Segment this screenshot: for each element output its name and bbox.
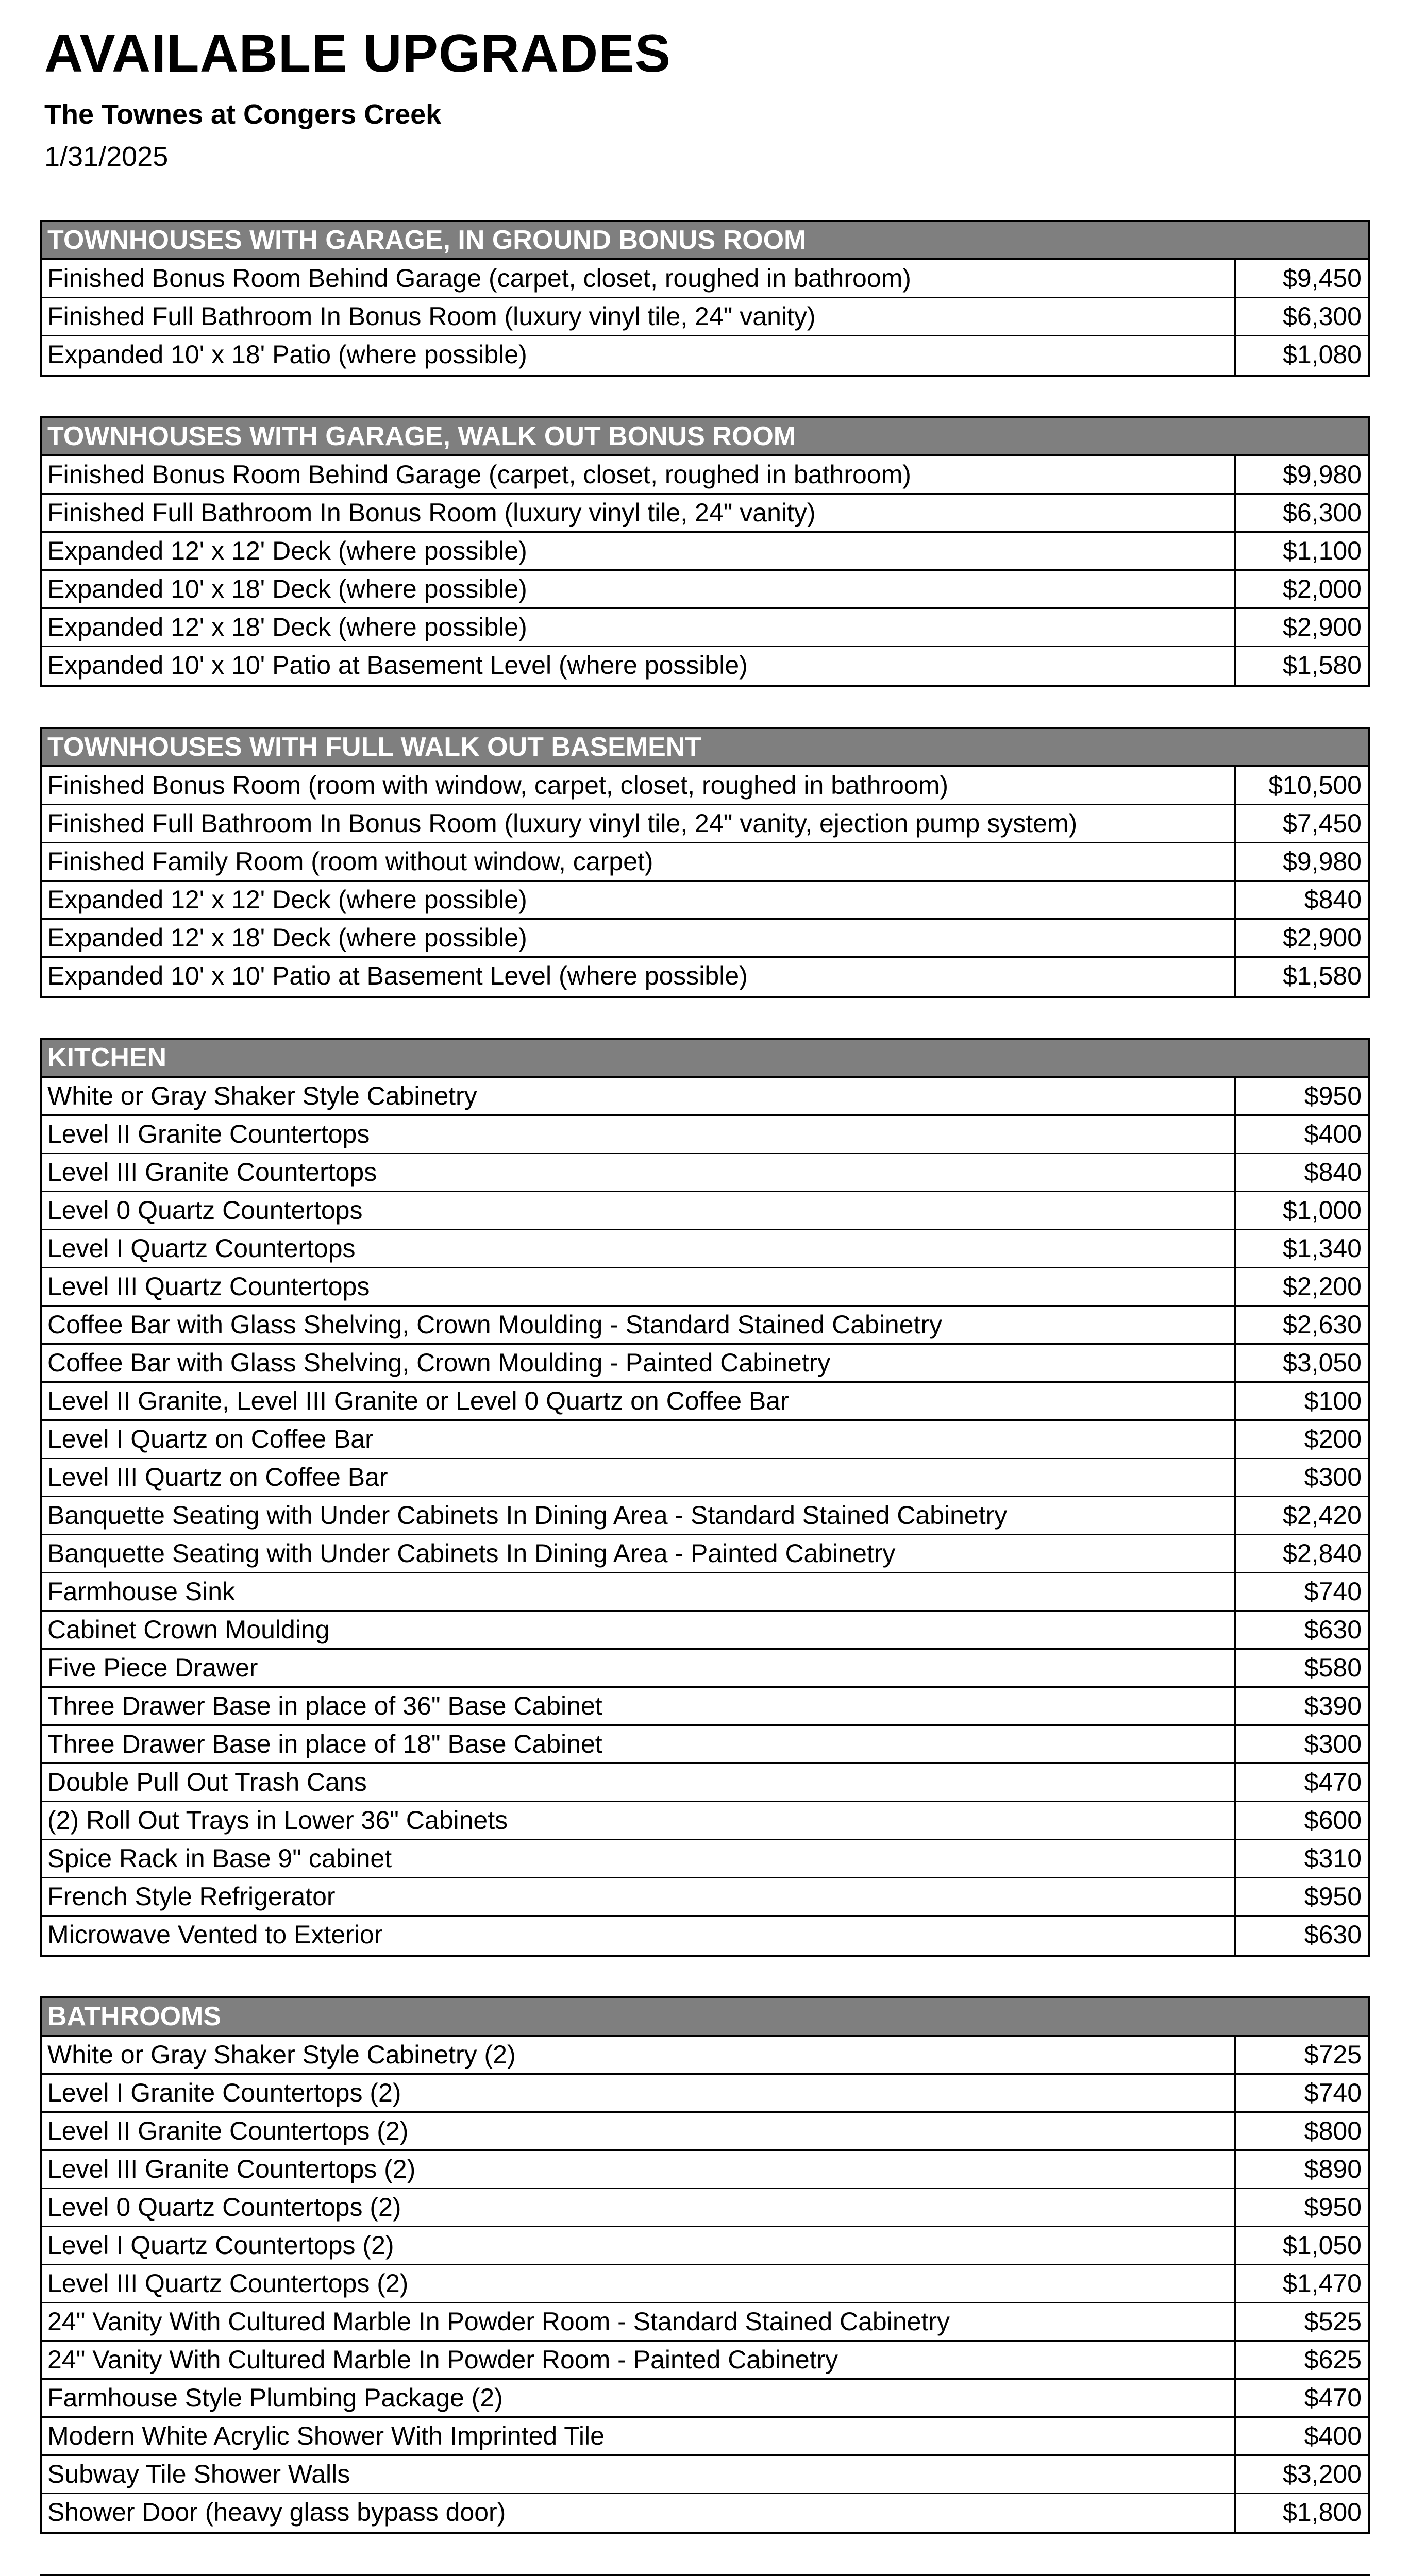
upgrade-price: $800 xyxy=(1234,2113,1368,2149)
upgrade-description: Cabinet Crown Moulding xyxy=(47,1615,330,1644)
upgrade-description: Three Drawer Base in place of 18" Base Cabinet xyxy=(47,1730,602,1758)
upgrade-description: Level I Granite Countertops (2) xyxy=(47,2078,401,2107)
upgrade-price: $2,630 xyxy=(1234,1307,1368,1343)
upgrade-description: White or Gray Shaker Style Cabinetry xyxy=(47,1081,477,1110)
community-name: The Townes at Congers Creek xyxy=(44,99,442,130)
upgrade-price: $630 xyxy=(1234,1917,1368,1955)
upgrade-description: Five Piece Drawer xyxy=(47,1653,258,1682)
section-header: BATHROOMS xyxy=(42,1998,1368,2037)
upgrade-price: $400 xyxy=(1234,1116,1368,1153)
upgrade-price: $200 xyxy=(1234,1421,1368,1458)
upgrade-description: Expanded 12' x 18' Deck (where possible) xyxy=(47,613,527,641)
upgrade-row xyxy=(42,1650,1368,1688)
upgrade-price: $6,300 xyxy=(1234,298,1368,335)
upgrade-row xyxy=(42,882,1368,920)
upgrade-row xyxy=(42,1345,1368,1383)
upgrade-description: Level II Granite Countertops (2) xyxy=(47,2116,409,2145)
upgrade-row xyxy=(42,647,1368,685)
upgrade-price: $840 xyxy=(1234,1154,1368,1191)
upgrade-row xyxy=(42,571,1368,609)
section-flooring xyxy=(40,2574,1370,2576)
upgrade-sections xyxy=(40,220,1370,2576)
upgrade-description: Level 0 Quartz Countertops (2) xyxy=(47,2193,401,2222)
upgrade-description: Expanded 10' x 18' Deck (where possible) xyxy=(47,574,527,603)
upgrade-description: White or Gray Shaker Style Cabinetry (2) xyxy=(47,2040,516,2069)
upgrade-description: Finished Bonus Room Behind Garage (carpet, closet, roughed in bathroom) xyxy=(47,460,911,489)
upgrade-row xyxy=(42,2342,1368,2380)
upgrade-description: 24" Vanity With Cultured Marble In Powder Room - Painted Cabinetry xyxy=(47,2345,838,2374)
upgrade-price: $9,450 xyxy=(1234,260,1368,297)
upgrade-description: Finished Family Room (room without window, carpet) xyxy=(47,847,653,876)
upgrade-description: Modern White Acrylic Shower With Imprinted Tile xyxy=(47,2421,605,2450)
upgrade-row xyxy=(42,2113,1368,2151)
document-title: AVAILABLE UPGRADES xyxy=(44,24,671,83)
upgrade-row xyxy=(42,843,1368,882)
upgrade-row xyxy=(42,2456,1368,2494)
upgrade-description: Level I Quartz on Coffee Bar xyxy=(47,1425,374,1453)
upgrade-price: $950 xyxy=(1234,2189,1368,2226)
upgrade-row xyxy=(42,1268,1368,1307)
upgrade-price: $1,470 xyxy=(1234,2265,1368,2302)
upgrade-price: $310 xyxy=(1234,1840,1368,1877)
upgrade-row xyxy=(42,1535,1368,1573)
upgrade-description: Level I Quartz Countertops (2) xyxy=(47,2231,394,2260)
upgrade-price: $1,340 xyxy=(1234,1230,1368,1267)
upgrade-price: $2,420 xyxy=(1234,1497,1368,1534)
upgrade-row xyxy=(42,1688,1368,1726)
upgrade-description: Farmhouse Style Plumbing Package (2) xyxy=(47,2383,503,2412)
upgrade-price: $2,200 xyxy=(1234,1268,1368,1305)
upgrade-description: Finished Full Bathroom In Bonus Room (luxury vinyl tile, 24" vanity) xyxy=(47,498,816,527)
upgrade-row xyxy=(42,1421,1368,1459)
upgrade-description: Level I Quartz Countertops xyxy=(47,1234,356,1263)
upgrade-row xyxy=(42,1878,1368,1917)
upgrade-row xyxy=(42,1383,1368,1421)
upgrade-row xyxy=(42,2227,1368,2265)
upgrade-price: $9,980 xyxy=(1234,456,1368,493)
upgrade-description: Finished Bonus Room Behind Garage (carpet, closet, roughed in bathroom) xyxy=(47,264,911,293)
upgrade-description: Double Pull Out Trash Cans xyxy=(47,1768,367,1797)
upgrade-row xyxy=(42,1497,1368,1535)
upgrade-row xyxy=(42,336,1368,375)
upgrade-description: Microwave Vented to Exterior xyxy=(47,1920,383,1949)
upgrade-description: Level 0 Quartz Countertops xyxy=(47,1196,363,1225)
upgrade-description: Coffee Bar with Glass Shelving, Crown Moulding - Painted Cabinetry xyxy=(47,1348,831,1377)
upgrade-row xyxy=(42,1917,1368,1955)
upgrade-row xyxy=(42,2494,1368,2532)
upgrade-price: $580 xyxy=(1234,1650,1368,1686)
upgrade-price: $7,450 xyxy=(1234,805,1368,842)
upgrade-price: $950 xyxy=(1234,1878,1368,1915)
upgrade-description: Shower Door (heavy glass bypass door) xyxy=(47,2498,506,2527)
upgrade-row xyxy=(42,2189,1368,2227)
upgrade-row xyxy=(42,767,1368,805)
upgrade-price: $3,050 xyxy=(1234,1345,1368,1381)
upgrade-description: Level III Quartz on Coffee Bar xyxy=(47,1463,388,1492)
upgrade-row xyxy=(42,260,1368,298)
upgrade-row xyxy=(42,1459,1368,1497)
upgrade-description: Expanded 12' x 12' Deck (where possible) xyxy=(47,885,527,914)
upgrade-description: Coffee Bar with Glass Shelving, Crown Moulding - Standard Stained Cabinetry xyxy=(47,1310,943,1339)
upgrade-description: Expanded 10' x 18' Patio (where possible) xyxy=(47,340,527,369)
upgrade-row xyxy=(42,920,1368,958)
section-bathrooms xyxy=(40,1996,1370,2534)
upgrade-description: Finished Full Bathroom In Bonus Room (luxury vinyl tile, 24" vanity) xyxy=(47,302,816,331)
upgrade-price: $1,580 xyxy=(1234,958,1368,996)
upgrade-description: Level III Granite Countertops (2) xyxy=(47,2155,416,2183)
upgrade-description: Expanded 10' x 10' Patio at Basement Level (where possible) xyxy=(47,651,748,680)
document-date: 1/31/2025 xyxy=(44,141,169,172)
upgrade-price: $740 xyxy=(1234,2075,1368,2111)
upgrade-price: $400 xyxy=(1234,2418,1368,2454)
upgrade-price: $390 xyxy=(1234,1688,1368,1724)
upgrade-price: $1,080 xyxy=(1234,336,1368,375)
upgrade-row xyxy=(42,2037,1368,2075)
upgrade-row xyxy=(42,1612,1368,1650)
upgrade-price: $470 xyxy=(1234,1764,1368,1801)
upgrade-price: $6,300 xyxy=(1234,495,1368,531)
upgrade-price: $525 xyxy=(1234,2303,1368,2340)
upgrade-price: $600 xyxy=(1234,1802,1368,1839)
upgrade-row xyxy=(42,805,1368,843)
upgrade-row xyxy=(42,495,1368,533)
upgrade-row xyxy=(42,2380,1368,2418)
upgrade-row xyxy=(42,1764,1368,1802)
upgrade-row xyxy=(42,1840,1368,1878)
upgrade-price: $100 xyxy=(1234,1383,1368,1419)
upgrade-row xyxy=(42,2075,1368,2113)
upgrade-price: $10,500 xyxy=(1234,767,1368,804)
upgrade-price: $890 xyxy=(1234,2151,1368,2188)
upgrade-price: $470 xyxy=(1234,2380,1368,2416)
upgrade-row xyxy=(42,533,1368,571)
upgrade-description: Expanded 12' x 18' Deck (where possible) xyxy=(47,923,527,952)
upgrade-row xyxy=(42,1154,1368,1192)
upgrade-price: $2,900 xyxy=(1234,920,1368,956)
upgrade-description: Three Drawer Base in place of 36" Base Cabinet xyxy=(47,1691,602,1720)
upgrade-description: Expanded 10' x 10' Patio at Basement Level (where possible) xyxy=(47,961,748,990)
section-header: TOWNHOUSES WITH FULL WALK OUT BASEMENT xyxy=(42,729,1368,767)
upgrade-row xyxy=(42,609,1368,647)
upgrade-row xyxy=(42,2303,1368,2342)
upgrade-price: $740 xyxy=(1234,1573,1368,1610)
upgrade-description: Finished Bonus Room (room with window, carpet, closet, roughed in bathroom) xyxy=(47,771,949,800)
upgrade-row xyxy=(42,1802,1368,1840)
upgrade-price: $3,200 xyxy=(1234,2456,1368,2493)
upgrade-price: $1,800 xyxy=(1234,2494,1368,2532)
upgrade-price: $630 xyxy=(1234,1612,1368,1648)
upgrade-price: $1,100 xyxy=(1234,533,1368,569)
section-kitchen xyxy=(40,1038,1370,1957)
upgrade-row xyxy=(42,2418,1368,2456)
section-townhouses-garage-in-ground-bonus-room xyxy=(40,220,1370,377)
upgrade-description: French Style Refrigerator xyxy=(47,1882,336,1911)
upgrade-description: Expanded 12' x 12' Deck (where possible) xyxy=(47,536,527,565)
upgrade-description: Level III Granite Countertops xyxy=(47,1158,377,1187)
upgrade-description: Banquette Seating with Under Cabinets In Dining Area - Standard Stained Cabinetry xyxy=(47,1501,1008,1530)
upgrade-price: $300 xyxy=(1234,1726,1368,1762)
upgrade-price: $725 xyxy=(1234,2037,1368,2073)
upgrade-price: $2,840 xyxy=(1234,1535,1368,1572)
upgrade-row xyxy=(42,456,1368,495)
upgrade-row xyxy=(42,1116,1368,1154)
section-townhouses-full-walk-out-basement xyxy=(40,727,1370,998)
section-header: TOWNHOUSES WITH GARAGE, WALK OUT BONUS ROOM xyxy=(42,418,1368,456)
upgrade-price: $1,580 xyxy=(1234,647,1368,685)
upgrade-description: Level III Quartz Countertops (2) xyxy=(47,2269,409,2298)
upgrade-price: $625 xyxy=(1234,2342,1368,2378)
upgrade-price: $300 xyxy=(1234,1459,1368,1496)
upgrade-row xyxy=(42,2265,1368,2303)
upgrade-price: $9,980 xyxy=(1234,843,1368,880)
upgrade-description: Farmhouse Sink xyxy=(47,1577,236,1606)
upgrade-price: $950 xyxy=(1234,1078,1368,1114)
upgrade-row xyxy=(42,2151,1368,2189)
upgrade-description: Level III Quartz Countertops xyxy=(47,1272,370,1301)
upgrade-description: 24" Vanity With Cultured Marble In Powder Room - Standard Stained Cabinetry xyxy=(47,2307,950,2336)
upgrade-description: Banquette Seating with Under Cabinets In Dining Area - Painted Cabinetry xyxy=(47,1539,896,1568)
upgrade-description: Level II Granite Countertops xyxy=(47,1120,370,1148)
upgrade-row xyxy=(42,1230,1368,1268)
section-townhouses-garage-walk-out-bonus-room xyxy=(40,416,1370,687)
upgrade-price: $2,900 xyxy=(1234,609,1368,646)
upgrade-row xyxy=(42,1573,1368,1612)
upgrade-description: (2) Roll Out Trays in Lower 36" Cabinets xyxy=(47,1806,508,1835)
upgrade-row xyxy=(42,1726,1368,1764)
upgrade-description: Spice Rack in Base 9" cabinet xyxy=(47,1844,392,1873)
upgrade-row xyxy=(42,1307,1368,1345)
upgrade-price: $2,000 xyxy=(1234,571,1368,607)
upgrade-row xyxy=(42,1078,1368,1116)
upgrade-price: $1,050 xyxy=(1234,2227,1368,2264)
section-header: KITCHEN xyxy=(42,1040,1368,1078)
upgrade-description: Finished Full Bathroom In Bonus Room (luxury vinyl tile, 24" vanity, ejection pump system) xyxy=(47,809,1078,838)
upgrade-row xyxy=(42,1192,1368,1230)
section-header: TOWNHOUSES WITH GARAGE, IN GROUND BONUS ROOM xyxy=(42,222,1368,260)
upgrade-description: Level II Granite, Level III Granite or Level 0 Quartz on Coffee Bar xyxy=(47,1386,789,1415)
upgrade-row xyxy=(42,298,1368,336)
upgrade-price: $840 xyxy=(1234,882,1368,918)
upgrade-description: Subway Tile Shower Walls xyxy=(47,2460,350,2488)
upgrade-row xyxy=(42,958,1368,996)
upgrade-price: $1,000 xyxy=(1234,1192,1368,1229)
